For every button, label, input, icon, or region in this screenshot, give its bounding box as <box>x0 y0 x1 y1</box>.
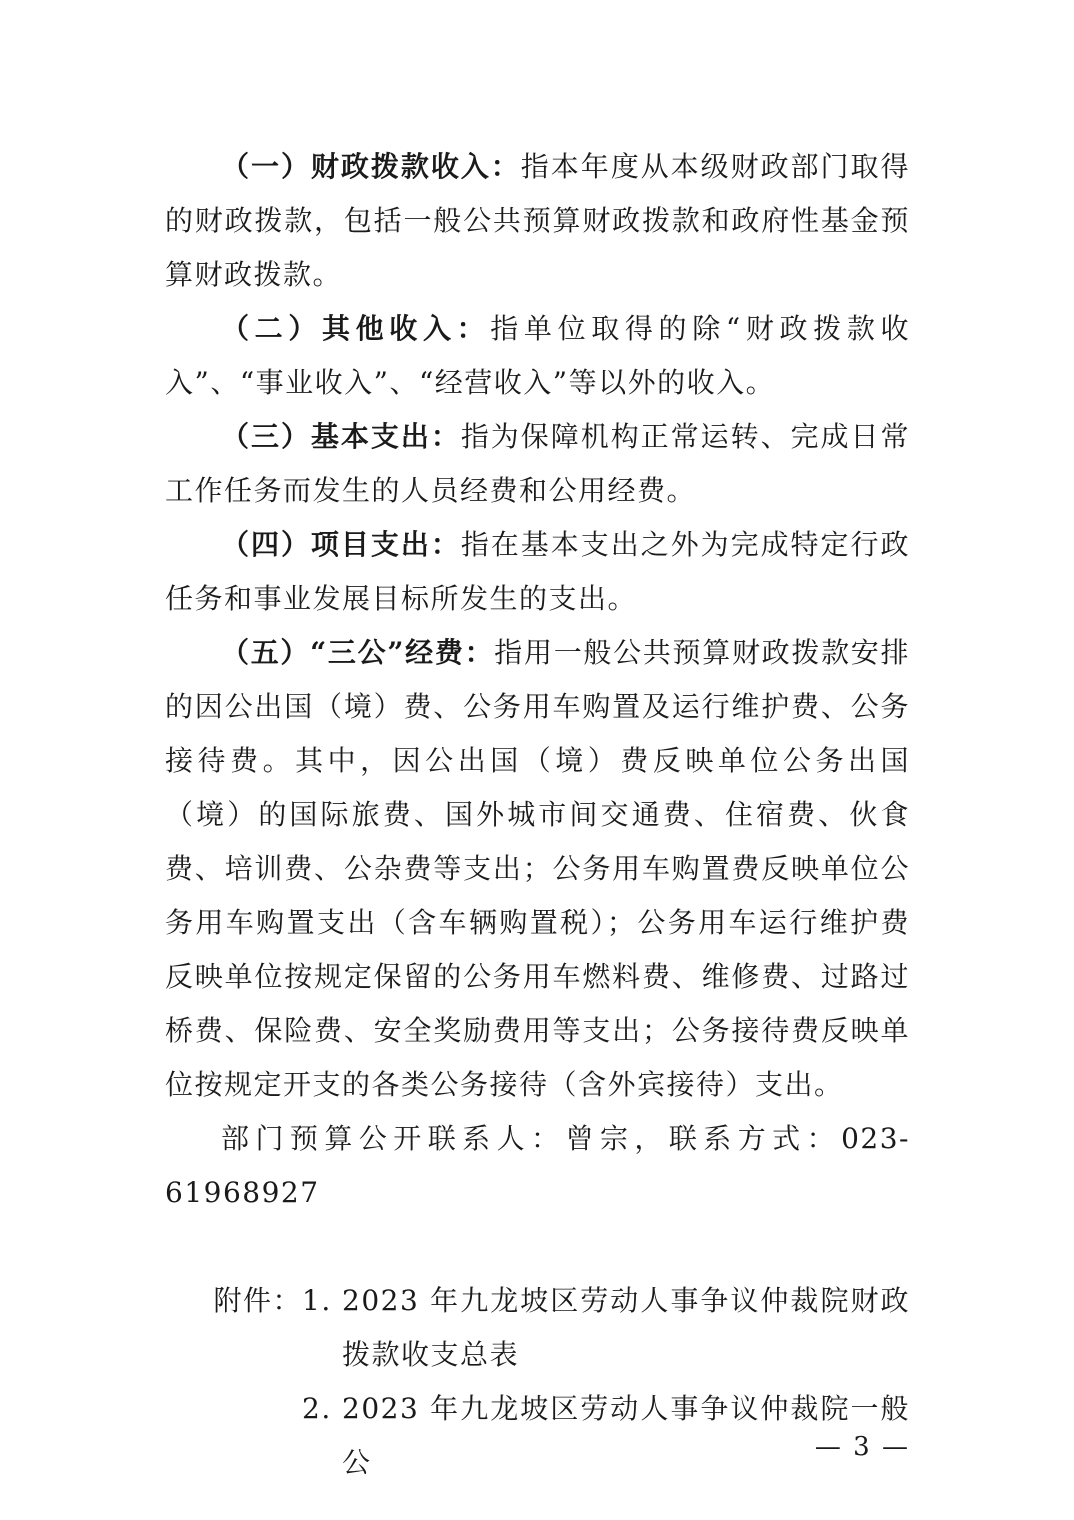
attachment-title-2: 2023 年九龙坡区劳动人事争议仲裁院一般公 <box>342 1392 910 1479</box>
attachments-list <box>165 1274 910 1490</box>
definition-text-2: 指单位取得的除“财政拨款收入”、“事业收入”、“经营收入”等以外的收入。 <box>165 312 910 399</box>
section-spacer <box>165 1220 910 1274</box>
attachment-item-2 <box>165 1382 910 1490</box>
definition-paragraph-3 <box>165 410 910 518</box>
attachment-item-1 <box>165 1274 910 1382</box>
attachment-number-1: 1. <box>302 1284 332 1317</box>
page-number: — 3 — <box>814 1432 910 1462</box>
definition-text-5: 指用一般公共预算财政拨款安排的因公出国（境）费、公务用车购置及运行维护费、公务接待费。其中，因公出国（境）费反映单位公务出国（境）的国际旅费、国外城市间交通费、住宿费、伙食费、培训费、公杂费等支出；公务用车购置费反映单位公务用车购置支出（含车辆购置税）；公务用车运行维护费反映单位按规定保留的公务用车燃料费、维修费、过路过桥费、保险费、安全奖励费用等支出；公务接待费反映单位按规定开支的各类公务接待（含外宾接待）支出。 <box>165 636 910 1101</box>
contact-line: 部门预算公开联系人：曾宗，联系方式：023-61968927 <box>165 1122 910 1209</box>
attachment-title-1: 2023 年九龙坡区劳动人事争议仲裁院财政拨款收支总表 <box>342 1284 910 1371</box>
definition-term-1: （一）财政拨款收入： <box>221 150 521 183</box>
document-body <box>165 140 910 1490</box>
definition-term-3: （三）基本支出： <box>221 420 461 453</box>
definition-term-5: （五）“三公”经费： <box>221 636 495 669</box>
attachment-number-2: 2. <box>302 1392 332 1425</box>
definition-paragraph-2 <box>165 302 910 410</box>
definition-text-1: 指本年度从本级财政部门取得的财政拨款，包括一般公共预算财政拨款和政府性基金预算财政拨款。 <box>165 150 910 291</box>
definition-text-4: 指在基本支出之外为完成特定行政任务和事业发展目标所发生的支出。 <box>165 528 910 615</box>
definition-paragraph-1 <box>165 140 910 302</box>
attachments-label: 附件： <box>213 1284 302 1317</box>
definition-paragraph-5 <box>165 626 910 1112</box>
definition-term-4: （四）项目支出： <box>221 528 461 561</box>
definition-text-3: 指为保障机构正常运转、完成日常工作任务而发生的人员经费和公用经费。 <box>165 420 910 507</box>
definition-term-2: （二）其他收入： <box>221 312 491 345</box>
definition-paragraph-4 <box>165 518 910 626</box>
